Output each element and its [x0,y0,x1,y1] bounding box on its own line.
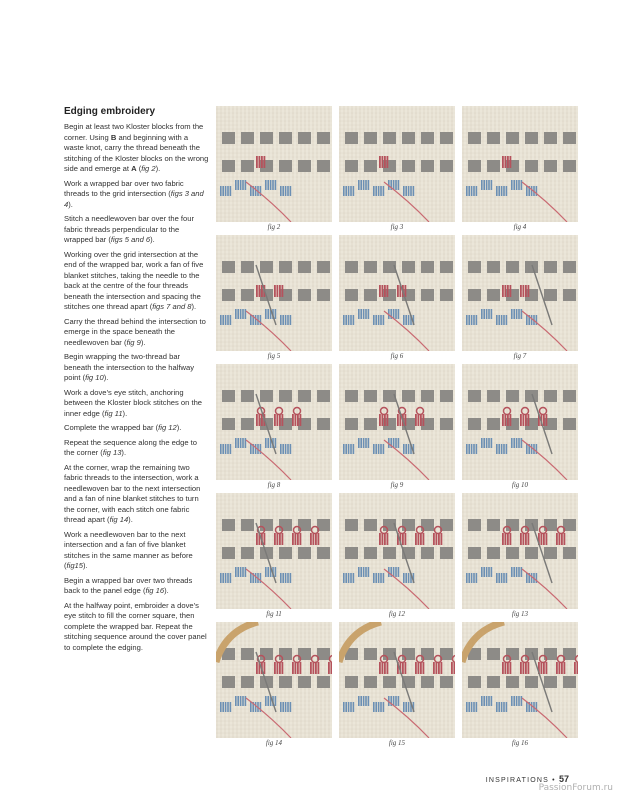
stitching-photo [216,493,332,609]
text-run: At the halfway point, embroider a dove’s eye stitch to fill the corner square, then complete the wrapped bar. Repeat the stitching sequence around the cover panel to complete the edging. [64,600,207,652]
text-run: ). [121,448,127,457]
text-run: fig 11 [104,408,123,418]
text-run: B [110,132,117,142]
figure-fig-7 [462,235,578,364]
section-heading: Edging embroidery [64,106,156,117]
text-run: ). [122,408,128,418]
stitching-photo [339,493,455,609]
figure-fig-14 [216,622,332,751]
figure-caption: fig 14 [265,739,283,747]
instruction-paragraph [64,317,209,349]
stitching-photo [339,235,455,351]
figure-caption: fig 5 [267,352,281,360]
figure-caption: fig 12 [388,610,406,618]
figure-caption: fig 4 [513,223,527,231]
stitching-photo [216,235,332,351]
text-run: Stitch a needlewoven bar over the four fabric threads perpendicular to the wrapped bar ( [64,214,195,244]
instruction-paragraph [64,530,209,572]
text-run: At the corner, wrap the remaining two fabric threads to the intersection, work a needlewoven bar to the next intersection and a fan of nine blanket stitches to turn the corner, with each stitch one fabric thread apart ( [64,462,201,524]
stitching-photo [216,364,332,480]
figure-fig-3 [339,106,455,235]
text-run: fig 10 [85,373,104,382]
text-run: fig 14 [109,515,129,524]
text-run: fig 16 [145,586,165,595]
instruction-paragraph [64,601,209,654]
figure-caption: fig 15 [388,739,406,747]
instruction-paragraph [64,463,209,526]
instruction-paragraph [64,352,209,384]
text-run: and beginning with a waste knot, carry the thread beneath the stitching of the Kloster blocks on the wrong side and emerge at [64,132,209,173]
figure-fig-5 [216,235,332,364]
stitching-photo [339,106,455,222]
text-run: Work a needlewoven bar to the next intersection and a fan of five blanket stitches in the same manner as before ( [64,529,193,570]
figure-fig-4 [462,106,578,235]
figure-fig-13 [462,493,578,622]
instruction-paragraph [64,250,209,313]
figure-caption: fig 2 [267,223,281,231]
instruction-paragraph [64,576,209,597]
text-run: ( [136,164,142,173]
text-run: Complete the wrapped bar ( [64,423,159,432]
text-run: fig 12 [158,423,177,432]
stitching-photo [462,106,578,222]
text-run: fig 13 [102,448,122,457]
figure-caption: fig 11 [266,610,282,618]
text-run: Begin at least two Kloster blocks from the corner. Using [64,122,204,142]
text-run: Repeat the sequence along the edge to the corner ( [64,437,197,457]
text-run: figs 7 and 8 [152,302,192,311]
text-run: fig 9 [126,337,141,347]
text-run: ). [191,302,197,311]
figure-caption: fig 10 [511,481,529,489]
instruction-paragraph [64,388,209,420]
instructions-column [64,106,209,657]
text-run: figs 3 and 4 [64,189,204,209]
text-run: figs 5 and 6 [110,235,151,244]
stitching-photo [339,622,455,738]
figure-fig-6 [339,235,455,364]
text-run: ). [83,561,88,570]
text-run: ). [150,235,155,244]
stitching-photo [462,622,578,738]
text-run: A [131,164,137,173]
text-run: fig 2 [141,164,156,173]
text-run: ). [103,373,109,382]
text-run: fig15 [66,561,83,570]
figure-caption: fig 3 [390,223,404,231]
figure-grid [216,106,578,751]
figure-caption: fig 6 [390,352,404,360]
stitching-photo [462,493,578,609]
text-run: Work a dove’s eye stitch, anchoring between the Kloster block stitches on the inner edge ( [64,387,203,418]
stitching-photo [339,364,455,480]
stitching-photo [462,364,578,480]
stitching-photo [216,106,332,222]
figure-fig-11 [216,493,332,622]
stitching-photo [216,622,332,738]
text-run: ). [155,164,161,173]
text-run: ). [128,515,133,524]
figure-fig-9 [339,364,455,493]
footer-section: INSPIRATIONS • [485,777,556,784]
figure-caption: fig 9 [390,481,404,489]
figure-fig-16 [462,622,578,751]
instruction-paragraphs [64,122,209,653]
text-run: ). [140,337,146,347]
text-run: Carry the thread behind the intersection to emerge in the space beneath the needlewoven bar ( [64,316,206,347]
text-run: Working over the grid intersection at the end of the wrapped bar, work a fan of five blanket stitches, taking the needle to the back at the centre of the four threads beneath the intersection and spacing the stitches one thread apart ( [64,249,204,311]
stitching-photo [462,235,578,351]
instruction-paragraph [64,214,209,246]
text-run: ). [68,199,73,209]
text-run: Begin a wrapped bar over two threads back to the panel edge ( [64,575,193,595]
instruction-paragraph [64,423,209,434]
instruction-paragraph [64,179,209,211]
instruction-paragraph [64,438,209,459]
figure-fig-2 [216,106,332,235]
text-run: ). [164,586,169,595]
figure-fig-15 [339,622,455,751]
figure-fig-12 [339,493,455,622]
instruction-paragraph [64,122,209,175]
figure-fig-10 [462,364,578,493]
figure-caption: fig 13 [511,610,529,618]
page-number: 57 [558,774,569,784]
figure-fig-8 [216,364,332,493]
figure-caption: fig 8 [267,481,281,489]
text-run: Work a wrapped bar over two fabric threads to the grid intersection ( [64,178,184,198]
text-run: Begin wrapping the two-thread bar beneath the intersection to the halfway point ( [64,352,195,382]
text-run: ). [176,423,182,432]
figure-caption: fig 7 [513,352,527,360]
watermark: PassionForum.ru [538,783,613,793]
figure-caption: fig 16 [511,739,529,747]
